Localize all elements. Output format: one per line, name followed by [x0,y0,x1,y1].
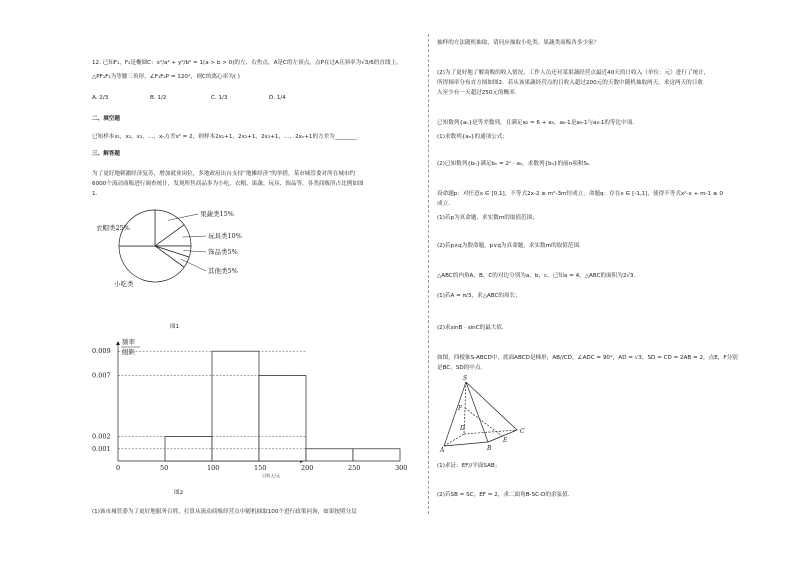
y-tick-label: 0.007 [92,371,111,380]
column-divider [428,34,429,514]
label-s: S [463,375,468,382]
q19-text-line2: 成立． [437,201,454,207]
y-axis-label-bottom: 组距 [122,348,135,356]
pie-label: 小吃类 [114,280,134,288]
y-tick-label: 0.002 [92,432,111,441]
q12-option-b: B. 1/2 [150,95,167,101]
y-axis-label-top: 频率 [122,338,135,346]
q17-part1: (1)该市城管委为了更好地服务百姓，打算从流动商贩经营点中随机抽取100个进行政策问询，如果按照分层 [92,509,357,515]
q20-text: △ABC的内角A，B，C的对边分别为a，b，c，已知a = 4，△ABC的面积为2√3. [437,273,636,279]
label-c: C [520,428,525,435]
q17-part1-continued: 抽样的方法随机抽取，请问应抽取小吃类、果蔬类商贩各多少家？ [437,40,600,46]
q13-text: 已知样本x₁，x₂，x₃，…，xₙ方差s² = 2，则样本2x₁+1，2x₂+1，2x₃+1，…，2xₙ+1的方差为________. [92,134,359,140]
q12-option-c: C. 1/3 [211,95,228,101]
x-tick-label: 150 [254,464,267,472]
x-tick-label: 300 [395,464,408,472]
edge-sa [444,382,466,446]
x-tick-label: 200 [301,464,314,472]
q19-part2: (2)若p∧q为假命题，p∨q为真命题，求实数m的取值范围. [437,243,581,249]
y-axis-arrow-icon [116,341,120,345]
histogram-bar [259,376,306,461]
x-tick-label: 250 [348,464,361,472]
histogram-bar [353,449,400,461]
segment-ef [465,408,502,436]
q19-text-line1: 设命题p：对任意x ∈ [0,1]，不等式2x-2 ≥ m²-3m恒成立，命题q：存在x ∈ [-1,1]，使得不等式x²-x + m-1 ≤ 0 [437,191,723,197]
x-tick-label: 100 [207,464,220,472]
q12-option-d: D. 1/4 [269,95,286,101]
q21-part1: (1)求证：EF//平面SAB； [437,463,501,469]
frequency-histogram [88,333,408,488]
label-e: E [503,437,508,444]
q12-text: 12. 已知F₁，F₂是椭圆C：x²/a² + y²/b² = 1(a > b > 0)的左、右焦点，A是C的左顶点，点P在过A且斜率为√3/6的直线上， [92,60,402,66]
pie-label: 玩具类10% [208,232,242,240]
x-tick-label: 0 [116,464,121,472]
q21-part2: (2)若SB = SC，EF = 2，求二面角B-SC-D的余弦值. [437,492,570,498]
q21-text-line1: 如图，四棱锥S-ABCD中，底面ABCD是梯形，AB//CD，∠ADC = 90°，AD = √3，SD = CD = 2AB = 2，点E，F分别 [437,355,738,361]
pie-label: 饰品类5% [208,248,238,256]
section-fill-heading: 二、填空题 [92,116,120,122]
figure2-caption: 图2 [174,490,184,496]
edge-ab [444,442,488,446]
q17-intro-line3: 1. [92,191,98,197]
q21-text-line2: 是BC，SD的中点. [437,365,483,371]
q18-text: 已知数列{aₙ}是等差数列，且满足a₂ = 6 + a₃，a₆-1是a₅-1与a₈-1的等比中项． [437,120,638,126]
q18-part1: (1)求数列{aₙ}的通项公式； [437,134,509,140]
pie-label: 衣帽类25% [96,224,130,232]
pie-chart [96,196,280,301]
pyramid-figure [438,372,538,458]
histogram-bar [212,351,259,461]
q19-part1: (1)若p为真命题，求实数m的取值范围； [437,215,538,221]
q17-intro-line2: 6000个流动商贩进行调查统计，发现所售商品多为小吃、衣帽、果蔬、玩具、饰品等，各类商贩所占比例如图 [92,181,364,187]
q12-option-a: A. 2/3 [92,95,109,101]
edge-sc [466,382,517,430]
q20-part2: (2)求sinB · sinC的最大值. [437,325,504,331]
histogram-bar [306,449,353,461]
edge-sb [466,382,488,442]
y-tick-label: 0.009 [92,347,111,356]
q17-part2-line1: (2)为了更好地了解商贩的收入情况，工作人员还对某果蔬经营点最近40天的日收入（单位：元）进行了统计， [437,70,710,76]
label-a: A [440,447,445,454]
x-tick-label: 50 [160,464,169,472]
label-b: B [487,445,492,452]
q18-part2: (2)已知数列{bₙ}满足bₙ = 2ⁿ · aₙ，求数列{bₙ}的前n项和Sₙ. [437,161,591,167]
pie-label: 其他类5% [208,267,238,275]
q12-text-line2: △PF₁F₂为等腰三角形，∠F₁F₂P = 120°，则C的离心率为( ) [92,74,240,80]
pie-label: 果蔬类15% [200,210,234,218]
x-axis-label: 日收入/元 [262,473,281,478]
q17-intro-line1: 为了更好地刺激经济复苏，增加就业岗位，多地政府出台支持“地摊经济”的举措，某市城管委对所在城市约 [92,171,356,177]
q20-part1: (1)若A = π/3，求△ABC的周长； [437,293,521,299]
q17-part2-line3: 入至少有一天超过250元的概率. [437,90,517,96]
label-d: D [460,425,465,432]
y-tick-label: 0.001 [92,444,111,453]
section-answer-heading: 三、解答题 [92,151,120,157]
label-f: F [458,405,463,412]
figure1-caption: 图1 [170,324,180,330]
q17-part2-line2: 所得频率分布直方图如图2．若从该果蔬经营点的日收入超过200元的天数中随机抽取两天，求这两天的日收 [437,80,703,86]
